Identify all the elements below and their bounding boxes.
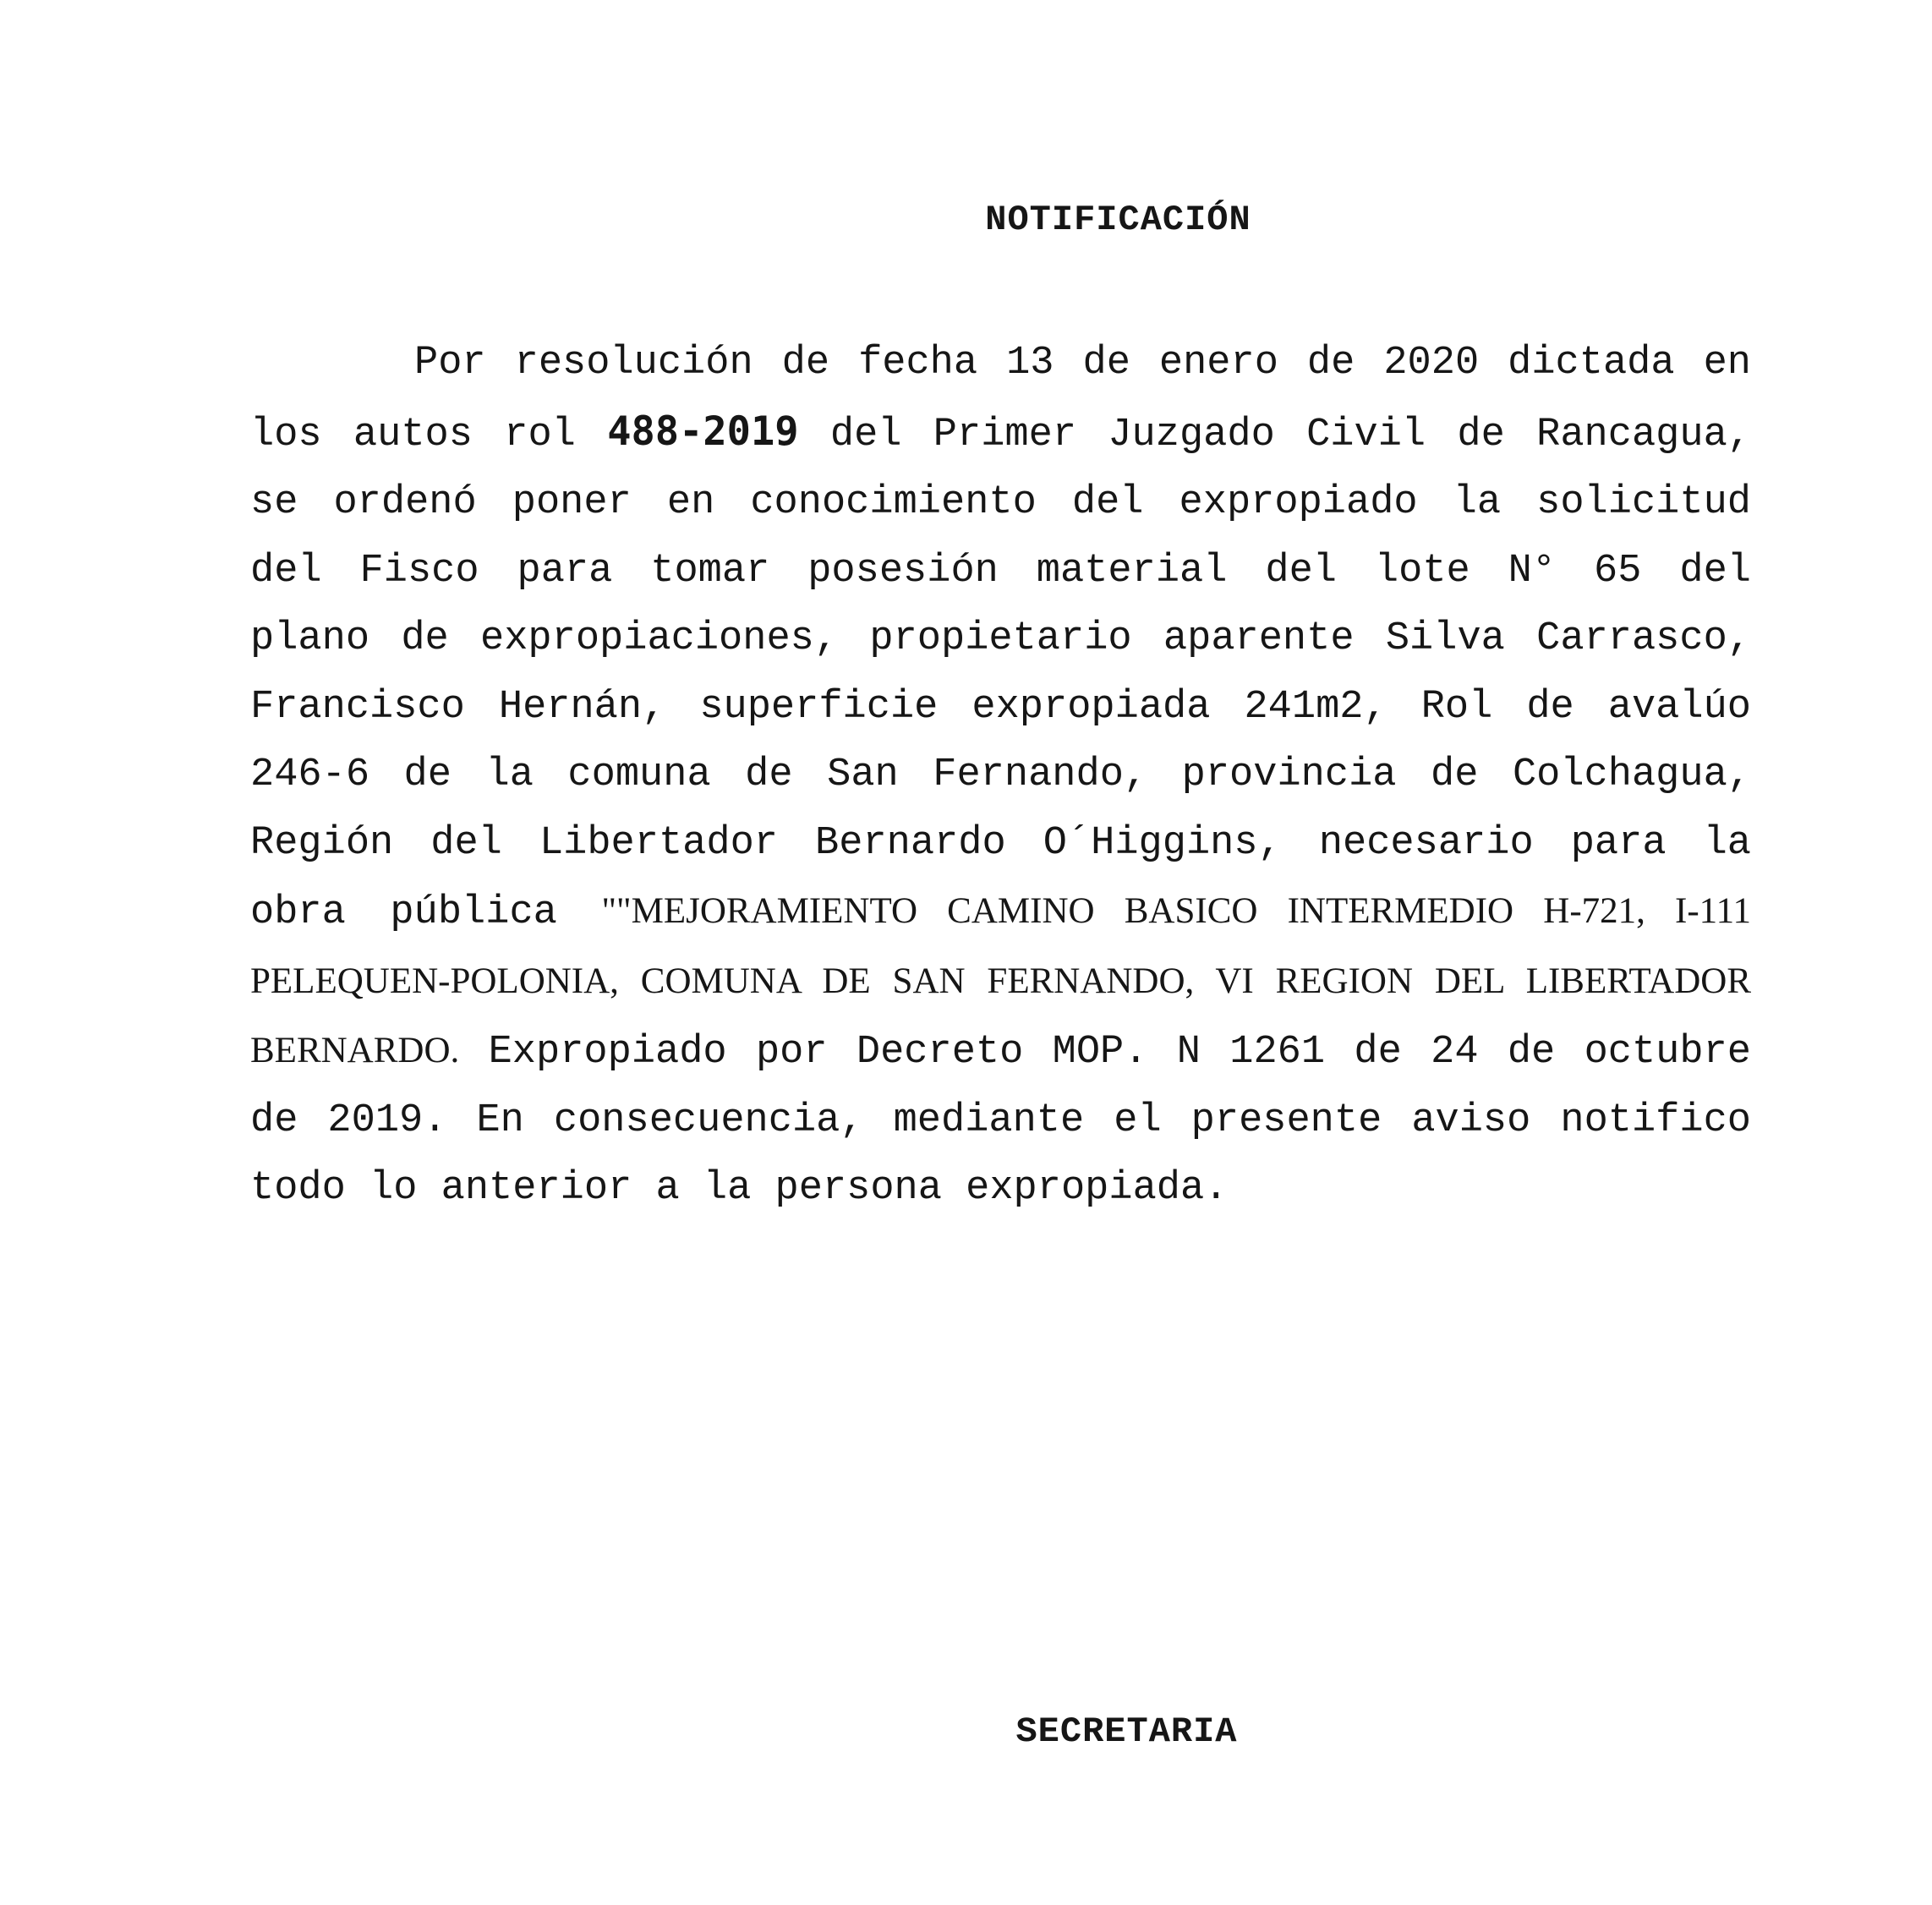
notice-paragraph: [250, 330, 1751, 1223]
signature-title: SECRETARIA: [1015, 1711, 1238, 1752]
public-work-name: ""MEJORAMIENTO CAMINO BASICO INTERMEDIO H-721, I-111 PELEQUEN-POLONIA, COMUNA DE SAN FERNANDO, VI REGION DEL LIBERTADOR BERNARDO.: [250, 891, 1751, 1070]
paragraph-part-3: Expropiado por Decreto MOP. N 1261 de 24 de octubre de 2019. En consecuencia, mediante el presente aviso notifico todo lo anterior a la persona expropiada.: [250, 1030, 1751, 1211]
paragraph-part-2: del Primer Juzgado Civil de Rancagua, se ordenó poner en conocimiento del expropiado la solicitud del Fisco para tomar posesión material del lote N° 65 del plano de expropiaciones, propietario aparente Silva Carrasco, Francisco Hernán, superficie expropiada 241m2, Rol de avalúo 246-6 de la comuna de San Fernando, provincia de Colchagua, Región del Libertador Bernardo O´Higgins, necesario para la obra pública: [250, 412, 1751, 935]
document-title: NOTIFICACIÓN: [985, 200, 1251, 240]
paragraph-part-1: Por resolución de fecha 13 de enero de 2020 dictada en los autos rol: [250, 341, 1751, 457]
case-rol-number: 488-2019: [607, 408, 799, 455]
